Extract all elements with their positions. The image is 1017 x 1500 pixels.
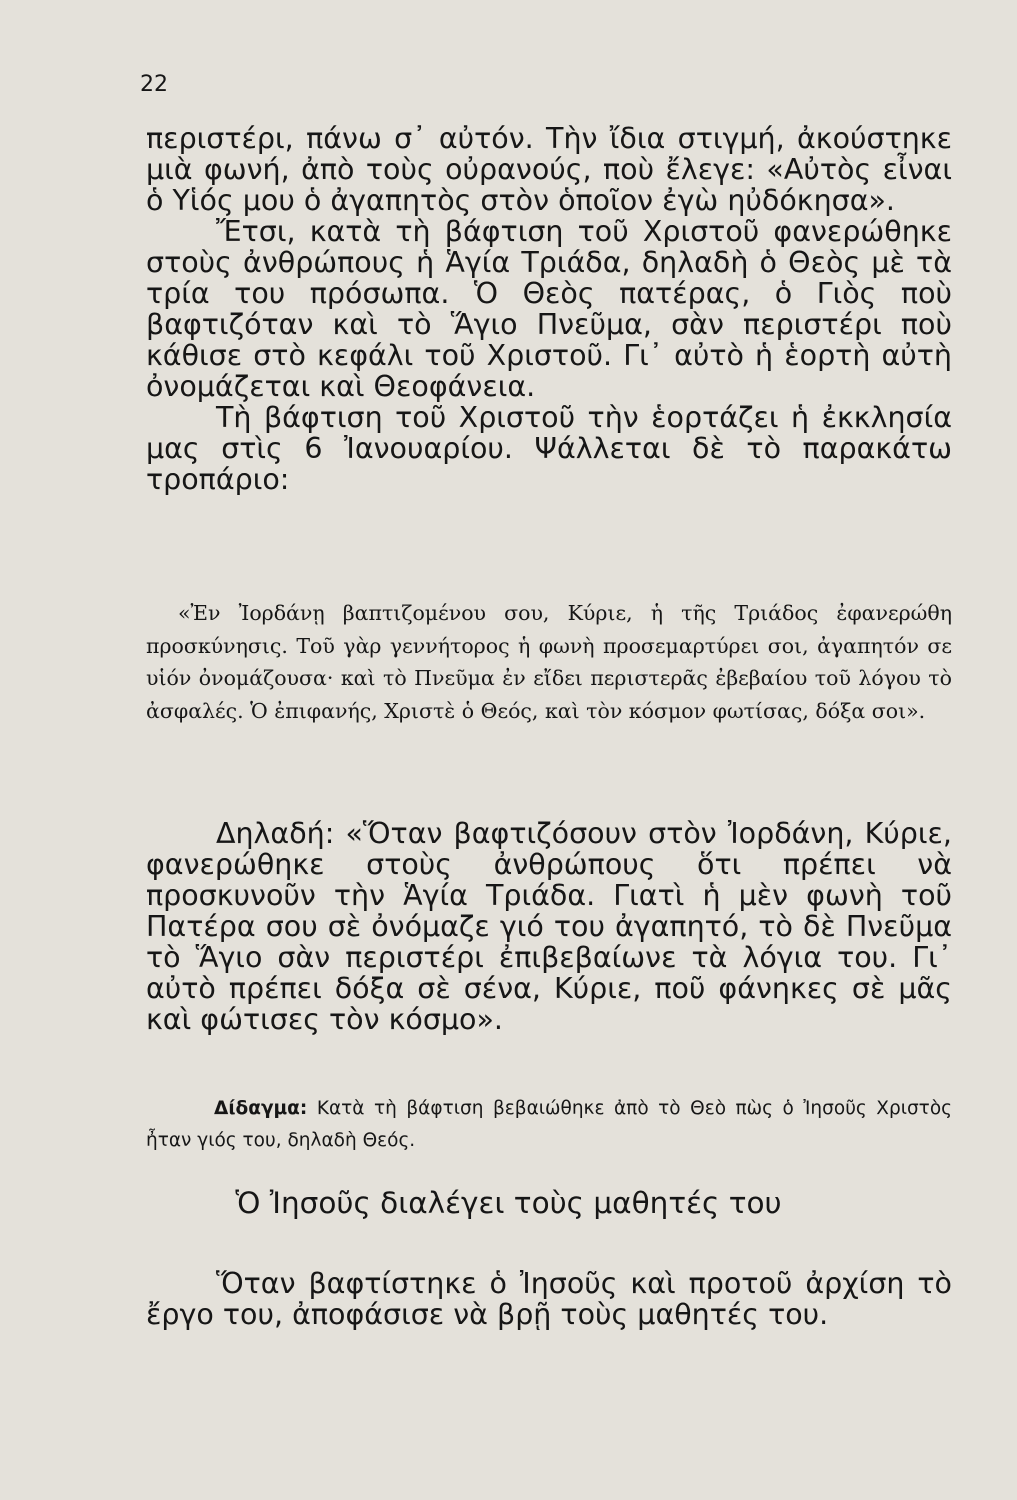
paragraph-3: Τὴ βάφτιση τοῦ Χριστοῦ τὴν ἑορτάζει ἡ ἐκκλησία μας στὶς 6 Ἰανουαρίου. Ψάλλεται δὲ τὸ παρακάτω τροπάριο: <box>146 401 952 496</box>
troparion-block <box>146 597 952 727</box>
troparion-text: «Ἐν Ἰορδάνῃ βαπτιζομένου σου, Κύριε, ἡ τῆς Τριάδος ἐφανερώθη προσκύνησις. Τοῦ γὰρ γεννήτορος ἡ φωνὴ προσεμαρτύρει σοι, ἀγαπητόν σε υἱόν ὀνομάζουσα· καὶ τὸ Πνεῦμα ἐν εἴδει περιστερᾶς ἐβεβαίου τοῦ λόγου τὸ ἀσφαλές. Ὁ ἐπιφανής, Χριστὲ ὁ Θεός, καὶ τὸν κόσμον φωτίσας, δόξα σοι». <box>146 601 952 723</box>
paragraph-1: περιστέρι, πάνω σ᾿ αὐτόν. Τὴν ἴδια στιγμή, ἀκούστηκε μιὰ φωνή, ἀπὸ τοὺς οὐρανούς, ποὺ ἔλεγε: «Αὐτὸς εἶναι ὁ Υἱός μου ὁ ἀγαπητὸς στὸν ὁποῖον ἐγὼ ηὐδόκησα». <box>146 122 952 217</box>
didagma-block <box>146 1093 952 1157</box>
explanation-block <box>146 818 952 1035</box>
final-paragraph: Ὅταν βαφτίστηκε ὁ Ἰησοῦς καὶ προτοῦ ἀρχίση τὸ ἔργο του, ἀποφάσισε νὰ βρῇ τοὺς μαθητές του. <box>146 1267 952 1331</box>
didagma-paragraph <box>146 1093 952 1157</box>
didagma-text: Κατὰ τὴ βάφτιση βεβαιώθηκε ἀπὸ τὸ Θεὸ πὼς ὁ Ἰησοῦς Χριστὸς ἦταν γιός του, δηλαδὴ Θεός. <box>146 1098 952 1151</box>
final-text-block <box>146 1268 952 1330</box>
paragraph-2: Ἔτσι, κατὰ τὴ βάφτιση τοῦ Χριστοῦ φανερώθηκε στοὺς ἀνθρώπους ἡ Ἁγία Τριάδα, δηλαδὴ ὁ Θεὸς μὲ τὰ τρία του πρόσωπα. Ὁ Θεὸς πατέρας, ὁ Γιὸς ποὺ βαφτιζόταν καὶ τὸ Ἅγιο Πνεῦμα, σὰν περιστέρι ποὺ κάθισε στὸ κεφάλι τοῦ Χριστοῦ. Γι᾿ αὐτὸ ἡ ἑορτὴ αὐτὴ ὀνομάζεται καὶ Θεοφάνεια. <box>146 215 952 403</box>
section-heading: Ὁ Ἰησοῦς διαλέγει τοὺς μαθητές του <box>235 1186 782 1220</box>
didagma-label: Δίδαγμα: <box>214 1098 308 1119</box>
explanation-text: Δηλαδή: «Ὅταν βαφτιζόσουν στὸν Ἰορδάνη, Κύριε, φανερώθηκε στοὺς ἀνθρώπους ὅτι πρέπει νὰ προσκυνοῦν τὴν Ἁγία Τριάδα. Γιατὶ ἡ μὲν φωνὴ τοῦ Πατέρα σου σὲ ὀνόμαζε γιό του ἀγαπητό, τὸ δὲ Πνεῦμα τὸ Ἅγιο σὰν περιστέρι ἐπιβεβαίωνε τὰ λόγια του. Γι᾿ αὐτὸ πρέπει δόξα σὲ σένα, Κύριε, ποῦ φάνηκες σὲ μᾶς καὶ φώτισες τὸν κόσμο». <box>146 817 952 1036</box>
upper-text-block <box>146 123 952 495</box>
page-number: 22 <box>140 72 168 97</box>
